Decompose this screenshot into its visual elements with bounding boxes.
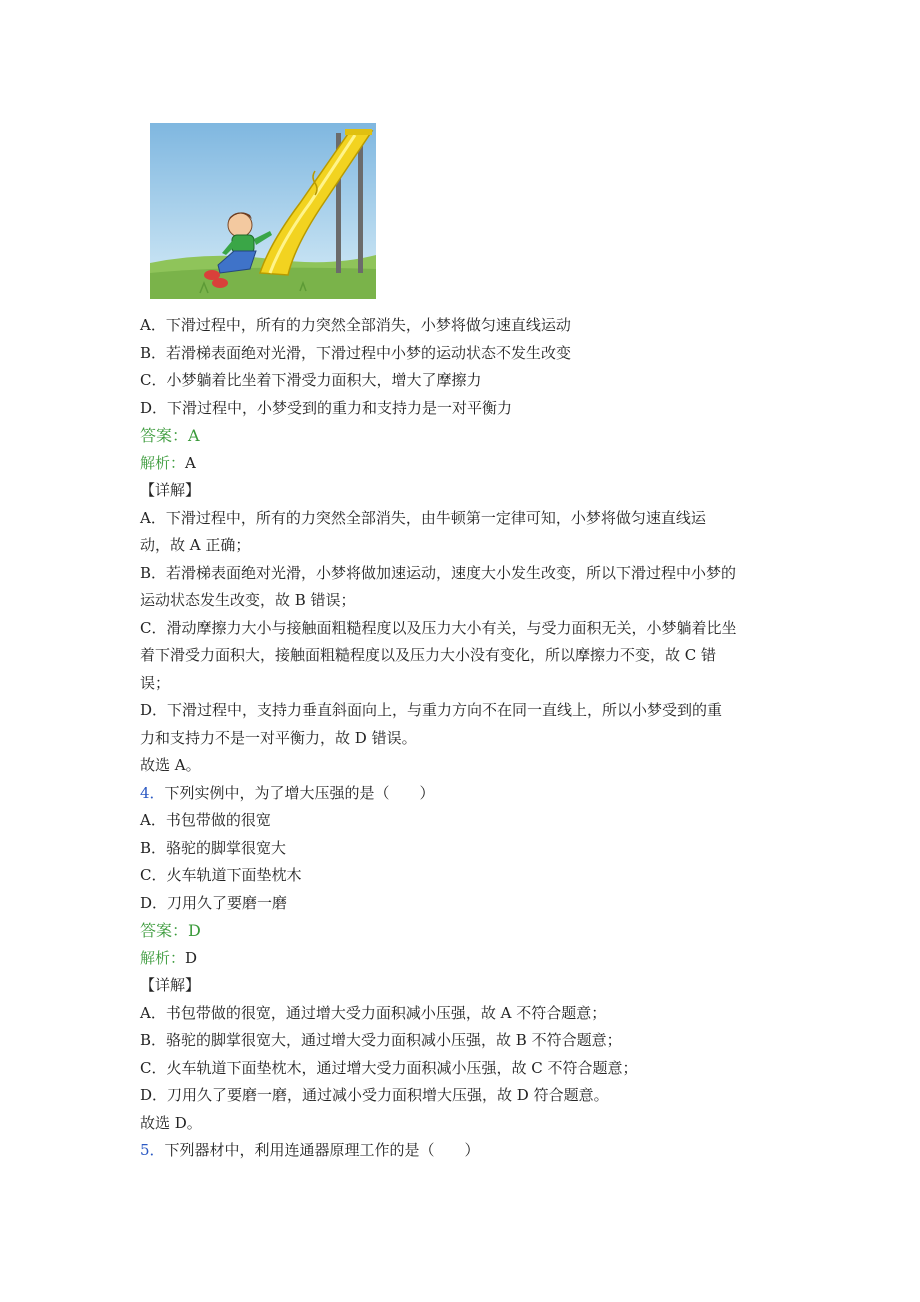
q3-option-c: C．小梦躺着比坐着下滑受力面积大，增大了摩擦力 [140,371,482,389]
q3-detail-heading: 【详解】 [140,481,201,499]
q4-stem [140,780,790,808]
q5-number: 5． [140,1141,165,1159]
child-shirt [232,235,254,253]
q4-answer [140,917,790,945]
q3-analysis [140,450,790,478]
q4-conclusion: 故选 D。 [140,1113,202,1132]
q3-detail-line: D．下滑过程中，支持力垂直斜面向上，与重力方向不在同一直线上，所以小梦受到的重 [140,701,723,719]
q4-option-c: C．火车轨道下面垫枕木 [140,866,302,884]
q4-number: 4． [140,783,165,802]
analysis-label: 解析： [140,948,186,967]
answer-label: 答案： [140,921,189,940]
q3-detail-line: 误； [140,673,171,692]
q3-detail-line: B．若滑梯表面绝对光滑，小梦将做加速运动，速度大小发生改变，所以下滑过程中小梦的 [140,563,737,582]
analysis-value: D [185,948,198,967]
answer-label: 答案： [140,426,189,445]
q3-answer [140,422,790,450]
q3-detail-line: 着下滑受力面积大，接触面粗糙程度以及压力大小没有变化，所以摩擦力不变，故 C 错 [140,646,717,664]
q3-option-a: A．下滑过程中，所有的力突然全部消失，小梦将做匀速直线运动 [140,316,571,334]
analysis-label: 解析： [140,453,186,472]
q4-detail-line: C．火车轨道下面垫枕木，通过增大受力面积减小压强，故 C 不符合题意； [140,1058,638,1077]
q4-detail-line: A．书包带做的很宽，通过增大受力面积减小压强，故 A 不符合题意； [140,1003,607,1022]
q3-detail-line: 动，故 A 正确； [140,536,251,554]
q3-detail-line: 力和支持力不是一对平衡力，故 D 错误。 [140,728,417,747]
q4-option-b: B．骆驼的脚掌很宽大 [140,838,287,857]
q4-detail-line: B．骆驼的脚掌很宽大，通过增大受力面积减小压强，故 B 不符合题意； [140,1031,622,1049]
q4-option-d: D．刀用久了要磨一磨 [140,893,288,912]
q3-conclusion: 故选 A。 [140,756,201,774]
q4-stem-text: 下列实例中，为了增大压强的是（ ） [164,783,435,802]
q5-stem-text: 下列器材中，利用连通器原理工作的是（ ） [164,1141,480,1159]
document-content [140,312,790,1165]
q3-detail-line: C．滑动摩擦力大小与接触面粗糙程度以及压力大小有关，与受力面积无关，小梦躺着比坐 [140,618,737,637]
answer-value: A [188,426,200,445]
q5-stem [140,1137,790,1165]
q4-option-a: A．书包带做的很宽 [140,811,271,829]
answer-value: D [188,921,201,940]
q4-detail-line: D．刀用久了要磨一磨，通过减小受力面积增大压强，故 D 符合题意。 [140,1086,609,1104]
q3-detail-line: 运动状态发生改变，故 B 错误； [140,591,356,609]
q3-detail-line: A．下滑过程中，所有的力突然全部消失，由牛顿第一定律可知，小梦将做匀速直线运 [140,508,706,527]
q3-option-b: B．若滑梯表面绝对光滑，下滑过程中小梦的运动状态不发生改变 [140,343,572,362]
q4-detail-heading: 【详解】 [140,976,201,994]
analysis-value: A [185,453,196,472]
q3-option-d: D．下滑过程中，小梦受到的重力和支持力是一对平衡力 [140,398,513,417]
slide-illustration [150,123,376,299]
q4-analysis [140,945,790,973]
